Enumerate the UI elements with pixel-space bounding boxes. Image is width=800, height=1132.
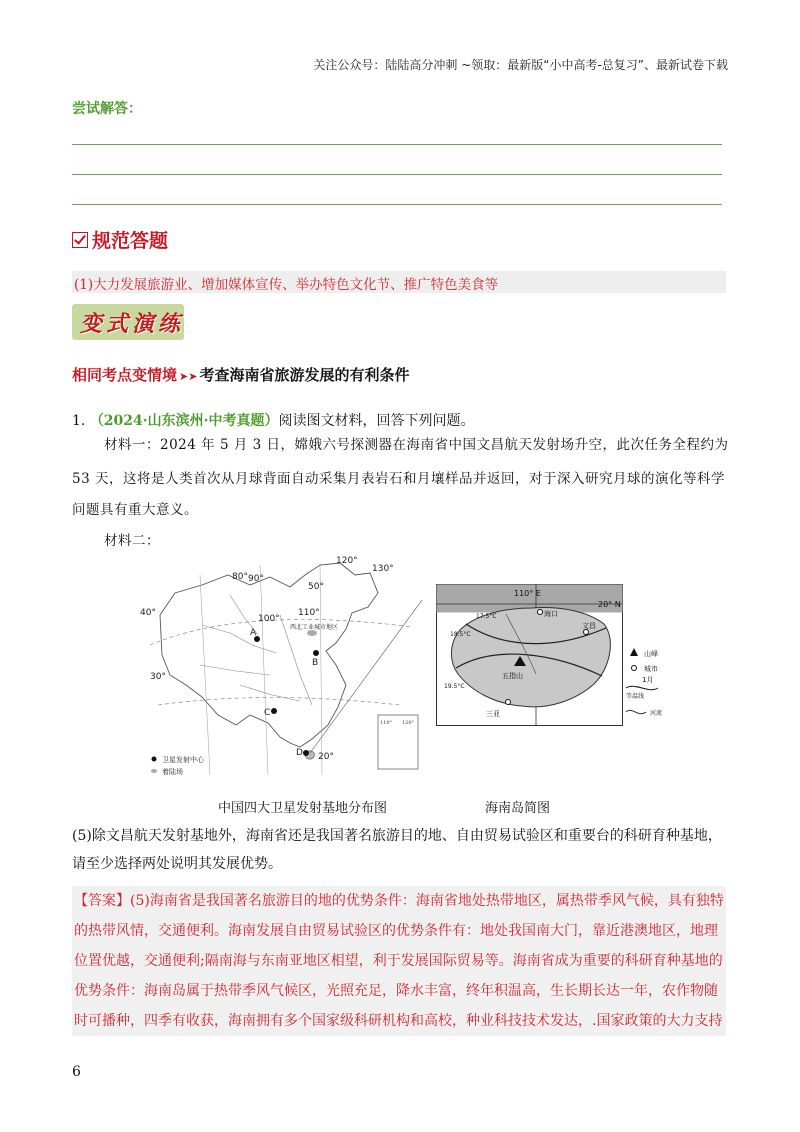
launch-site-d <box>303 750 309 756</box>
legend-launch-dot <box>152 757 157 762</box>
question-source: （2024·山东滨州·中考真题） <box>89 413 279 429</box>
lat-label: 20° N <box>598 600 621 609</box>
answer-line <box>72 204 722 205</box>
material2-label: 材料二： <box>104 533 160 549</box>
legend-river: 河流 <box>650 710 663 717</box>
legend-landing: 着陆场 <box>162 768 183 776</box>
lon-80: 80° <box>232 572 248 582</box>
latitude-line <box>158 698 400 706</box>
label-c: C <box>264 708 271 718</box>
question-5: (5)除文昌航天发射基地外，海南省还是我国著名旅游目的地、自由贸易试验区和重要台的科研育种基地，请至少选择两处说明其发展优势。 <box>72 828 722 872</box>
legend-iso-icon <box>626 686 658 689</box>
standard-answer-title <box>72 226 168 253</box>
wenchang-label: 文昌 <box>582 622 596 630</box>
map1-caption: 中国四大卫星发射基地分布图 <box>218 801 388 816</box>
checkbox-icon <box>72 232 88 248</box>
province-borders <box>200 595 312 705</box>
legend-iso: 等温线 <box>626 693 645 700</box>
legend-launch: 卫星发射中心 <box>162 756 204 764</box>
page-header: 关注公众号：陆陆高分冲刺 ~领取：最新版“小中高考-总复习”、最新试卷下载 <box>313 58 728 72</box>
inset-tick: 110° <box>380 720 393 726</box>
iso-label: 19.5°C <box>444 683 465 690</box>
lon-110: 110° <box>298 608 320 618</box>
haikou-label: 海口 <box>544 610 558 618</box>
answer-line: 的热带风情，交通便利。海南发展自由贸易试验区的优势条件有：地处我国南大门，靠近港澳地区，地理 <box>74 923 718 939</box>
sanya-label: 三亚 <box>486 710 500 718</box>
china-launch-bases-map <box>140 555 422 787</box>
lat-20: 20° <box>318 752 334 762</box>
material1-line: 材料一：2024 年 5 月 3 日，嫦娥六号探测器在海南省中国文昌航天发射场升空，此次任务全程约为 <box>104 437 729 453</box>
material1-line: 问题具有重大意义。 <box>72 502 198 518</box>
answer-line: 优势条件：海南岛属于热带季风气候区，光照充足，降水丰富，终年积温高，生长期长达一年，农作物随 <box>74 983 718 999</box>
hainan-island-map <box>436 584 726 726</box>
answer-line: 时可播种，四季有收获，海南拥有多个国家级科研机构和高校，种业科技技术发达，.国家政策的大力支持 <box>74 1013 723 1029</box>
legend-month: 1月 <box>642 676 654 684</box>
longitude-line <box>200 563 322 775</box>
china-outline <box>160 563 378 747</box>
lon-90: 90° <box>248 574 264 584</box>
lat-40: 40° <box>140 608 156 618</box>
launch-site-c <box>271 708 277 714</box>
map2-caption: 海南岛简图 <box>485 801 551 816</box>
lat-50: 50° <box>308 582 324 592</box>
latitude-line <box>150 620 412 645</box>
answer-line <box>72 144 722 145</box>
city-wenchang <box>584 630 589 635</box>
iso-label: 18.5°C <box>450 631 471 638</box>
subheading-left: 相同考点变情境 <box>72 366 178 384</box>
label-a: A <box>250 628 257 638</box>
legend-city-icon <box>632 666 637 671</box>
answer-line: 位置优越，交通便利;隔南海与东南亚地区相望，利于发展国际贸易等。海南省成为重要的科研育种基地的 <box>74 953 723 969</box>
legend-city: 城市 <box>644 665 658 673</box>
lon-130: 130° <box>372 564 394 574</box>
label-d: D <box>296 748 303 758</box>
inset-tick: 120° <box>402 720 415 726</box>
legend-peak-icon <box>630 648 638 656</box>
legend-landing-dot <box>151 769 157 773</box>
lat-30: 30° <box>150 672 166 682</box>
answer-line: 【答案】(5)海南省是我国著名旅游目的地的优势条件：海南省地处热带地区，属热带季风气候，具有独特 <box>74 893 724 909</box>
city-label: 西北工业城市地区 <box>290 624 339 631</box>
banner-text: 变式演练 <box>80 311 185 337</box>
try-answer-label: 尝试解答： <box>72 101 142 117</box>
double-arrow-icon: ➤➤ <box>179 370 198 383</box>
standard-answer-text: (1)大力发展旅游业、增加媒体宣传、举办特色文化节、推广特色美食等 <box>74 277 499 293</box>
launch-site-b <box>313 650 319 656</box>
answer-line <box>72 174 722 175</box>
subheading-right: 考查海南省旅游发展的有利条件 <box>199 366 410 384</box>
lon-120: 120° <box>336 556 358 566</box>
question-number: 1. <box>72 413 86 429</box>
question-prompt: 阅读图文材料，回答下列问题。 <box>278 413 475 429</box>
label-b: B <box>312 658 319 668</box>
wuzhishan-label: 五指山 <box>502 672 523 680</box>
answer-block <box>72 886 726 1036</box>
iso-label: 17.5°C <box>476 613 497 620</box>
material1-line: 53 天，这将是人类首次从月球背面自动采集月表岩石和月壤样品并返回，对于深入研究月球的演化等科学 <box>72 471 725 487</box>
question-line <box>72 410 475 430</box>
lon-100: 100° <box>258 614 280 624</box>
variant-practice-banner <box>72 304 184 340</box>
page-number: 6 <box>72 1064 81 1080</box>
city-haikou <box>538 610 543 615</box>
subheading <box>72 364 409 385</box>
standard-title-text: 规范答题 <box>92 230 169 252</box>
legend-river-icon <box>626 710 646 713</box>
lon-label: 110° E <box>514 589 541 598</box>
city-sanya <box>506 700 511 705</box>
legend-peak: 山峰 <box>644 650 658 658</box>
